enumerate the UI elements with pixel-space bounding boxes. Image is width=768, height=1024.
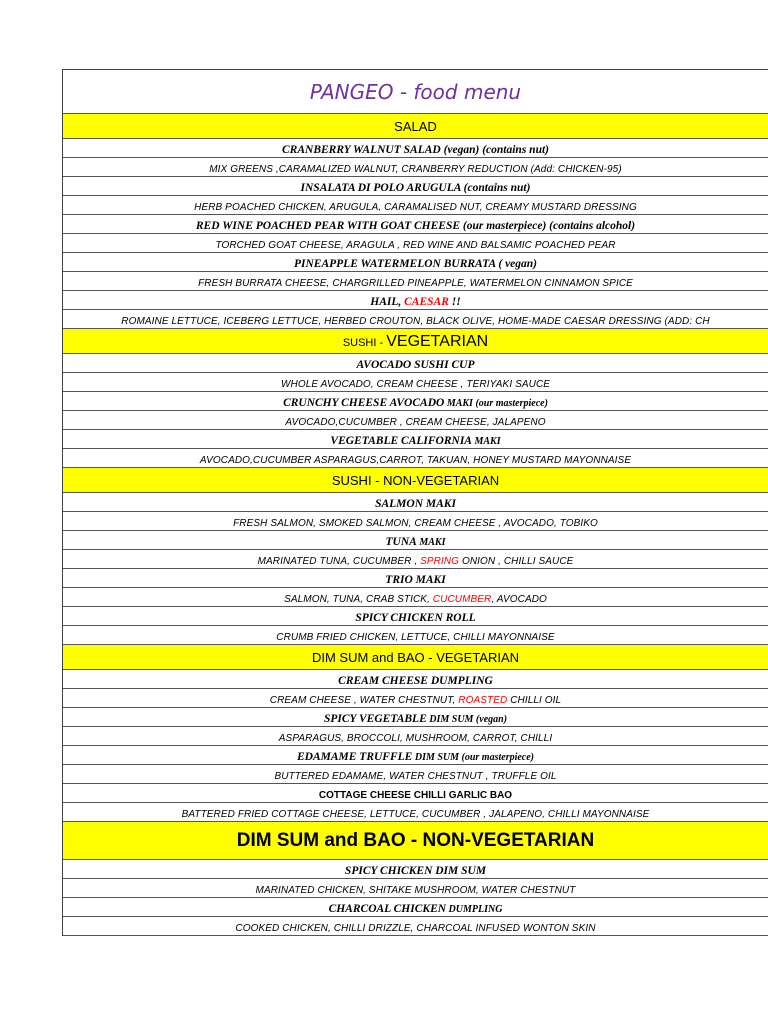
- item-name-suffix: MAKI: [471, 436, 501, 447]
- item-name-text: SPICY VEGETABLE: [323, 713, 427, 725]
- item-name-text: VEGETABLE CALIFORNIA: [330, 435, 472, 447]
- item-name-text: SPICY CHICKEN DIM SUM: [344, 865, 487, 877]
- section-label-small: SUSHI: [342, 337, 377, 349]
- menu-item-description: [63, 765, 768, 784]
- item-desc-text: ONION , CHILLI SAUCE: [459, 556, 574, 567]
- menu-item-name: [63, 531, 768, 550]
- item-name-text: SPICY CHICKEN ROLL: [355, 612, 476, 624]
- menu-item-description: [63, 588, 768, 607]
- menu-item-name: [63, 607, 768, 626]
- food-menu-table: [62, 69, 768, 936]
- menu-item-name: [63, 392, 768, 411]
- item-desc-highlight: ROASTED: [458, 695, 508, 706]
- item-desc-text: WHOLE AVOCADO, CREAM CHEESE , TERIYAKI SAUCE: [280, 379, 551, 390]
- section-label-dash: -: [376, 337, 387, 349]
- menu-item-name: [63, 708, 768, 727]
- item-name-text: CRUNCHY CHEESE AVOCADO: [283, 397, 445, 409]
- item-name-text: TUNA: [385, 536, 417, 548]
- menu-item-name: [63, 253, 768, 272]
- section-label: SALAD: [394, 119, 437, 134]
- menu-item-name: [63, 569, 768, 588]
- menu-item-name: [63, 215, 768, 234]
- menu-item-description: [63, 158, 768, 177]
- item-desc-text: MIX GREENS ,CARAMALIZED WALNUT, CRANBERRY REDUCTION (Add: CHICKEN-95): [209, 164, 622, 175]
- menu-item-description: [63, 626, 768, 645]
- item-desc-text: BATTERED FRIED COTTAGE CHEESE, LETTUCE, CUCUMBER , JALAPENO, CHILLI MAYONNAISE: [181, 809, 650, 820]
- item-desc-text: ROMAINE LETTUCE, ICEBERG LETTUCE, HERBED CROUTON, BLACK OLIVE, HOME-MADE CAESAR DRESSING (ADD: CH: [121, 316, 710, 327]
- item-name-suffix: DIM SUM (vegan): [426, 714, 508, 725]
- item-name-text: RED WINE POACHED PEAR WITH GOAT CHEESE (our masterpiece) (contains alcohol): [195, 220, 636, 232]
- item-desc-text: COOKED CHICKEN, CHILLI DRIZZLE, CHARCOAL INFUSED WONTON SKIN: [235, 923, 596, 934]
- menu-item-description: [63, 917, 768, 936]
- item-name-text: PINEAPPLE WATERMELON BURRATA ( vegan): [293, 258, 538, 270]
- menu-item-name: [63, 784, 768, 803]
- item-name-text: TRIO MAKI: [385, 574, 446, 586]
- menu-item-description: [63, 512, 768, 531]
- item-desc-text: FRESH BURRATA CHEESE, CHARGRILLED PINEAPPLE, WATERMELON CINNAMON SPICE: [198, 278, 633, 289]
- item-name-text: AVOCADO SUSHI CUP: [356, 359, 475, 371]
- item-desc-text: SALMON, TUNA, CRAB STICK,: [284, 594, 433, 605]
- item-name-text: CRANBERRY WALNUT SALAD (vegan) (contains nut): [282, 144, 549, 156]
- item-desc-text: FRESH SALMON, SMOKED SALMON, CREAM CHEESE , AVOCADO, TOBIKO: [233, 518, 598, 529]
- menu-item-description: [63, 879, 768, 898]
- menu-item-name: [63, 139, 768, 158]
- item-name-text: !!: [448, 296, 461, 308]
- menu-item-name: [63, 177, 768, 196]
- menu-item-name: [63, 291, 768, 310]
- item-desc-highlight: SPRING: [420, 556, 460, 567]
- item-desc-text: CHILLI OIL: [507, 695, 562, 706]
- section-label-large: VEGETARIAN: [386, 333, 489, 350]
- item-name-text: SALMON MAKI: [375, 498, 456, 510]
- section-sushi-non-vegetarian: [63, 468, 768, 493]
- item-name-text: EDAMAME TRUFFLE: [296, 751, 413, 763]
- section-label: DIM SUM and BAO - VEGETARIAN: [311, 650, 520, 665]
- menu-item-description: [63, 196, 768, 215]
- menu-item-name: [63, 670, 768, 689]
- item-name-highlight: CAESAR: [404, 296, 449, 308]
- item-name-text: CREAM CHEESE DUMPLING: [338, 675, 493, 687]
- menu-title-row: [63, 70, 768, 114]
- item-name-suffix: MAKI: [416, 537, 446, 548]
- item-name-text: HAIL,: [370, 296, 405, 308]
- section-dim-sum-vegetarian: [63, 645, 768, 670]
- section-sushi-vegetarian: [63, 329, 768, 354]
- item-desc-text: CREAM CHEESE , WATER CHESTNUT,: [269, 695, 459, 706]
- item-name-suffix: DUMPLING: [446, 904, 503, 915]
- menu-item-description: [63, 272, 768, 291]
- item-desc-text: MARINATED TUNA, CUCUMBER ,: [257, 556, 421, 567]
- menu-item-description: [63, 550, 768, 569]
- item-name-text: COTTAGE CHEESE CHILLI GARLIC BAO: [318, 790, 513, 801]
- item-desc-text: HERB POACHED CHICKEN, ARUGULA, CARAMALISED NUT, CREAMY MUSTARD DRESSING: [194, 202, 637, 213]
- menu-item-description: [63, 803, 768, 822]
- menu-item-description: [63, 373, 768, 392]
- menu-title: PANGEO - food menu: [309, 80, 522, 104]
- item-name-suffix: MAKI (our masterpiece): [444, 398, 548, 409]
- menu-item-description: [63, 727, 768, 746]
- item-desc-text: AVOCADO,CUCUMBER , CREAM CHEESE, JALAPENO: [285, 417, 546, 428]
- item-name-text: CHARCOAL CHICKEN: [328, 903, 447, 915]
- menu-item-name: [63, 860, 768, 879]
- item-desc-highlight: CUCUMBER: [432, 594, 492, 605]
- item-desc-text: BUTTERED EDAMAME, WATER CHESTNUT , TRUFFLE OIL: [274, 771, 557, 782]
- section-label: DIM SUM and BAO - NON-VEGETARIAN: [236, 830, 595, 851]
- item-desc-text: CRUMB FRIED CHICKEN, LETTUCE, CHILLI MAYONNAISE: [276, 632, 555, 643]
- section-salad: [63, 114, 768, 139]
- menu-item-description: [63, 689, 768, 708]
- section-dim-sum-non-vegetarian: [63, 822, 768, 860]
- menu-item-description: [63, 234, 768, 253]
- menu-item-name: [63, 493, 768, 512]
- item-name-suffix: DIM SUM (our masterpiece): [412, 752, 535, 763]
- menu-item-name: [63, 898, 768, 917]
- item-name-text: INSALATA DI POLO ARUGULA (contains nut): [300, 182, 531, 194]
- item-desc-text: AVOCADO,CUCUMBER ASPARAGUS,CARROT, TAKUAN, HONEY MUSTARD MAYONNAISE: [199, 455, 632, 466]
- menu-item-name: [63, 354, 768, 373]
- menu-item-description: [63, 310, 768, 329]
- menu-item-description: [63, 449, 768, 468]
- item-desc-text: TORCHED GOAT CHEESE, ARAGULA , RED WINE AND BALSAMIC POACHED PEAR: [215, 240, 616, 251]
- menu-item-description: [63, 411, 768, 430]
- menu-item-name: [63, 746, 768, 765]
- section-label: SUSHI - NON-VEGETARIAN: [331, 473, 500, 488]
- item-desc-text: ASPARAGUS, BROCCOLI, MUSHROOM, CARROT, CHILLI: [278, 733, 553, 744]
- item-desc-text: , AVOCADO: [491, 594, 547, 605]
- item-desc-text: MARINATED CHICKEN, SHITAKE MUSHROOM, WATER CHESTNUT: [255, 885, 576, 896]
- menu-item-name: [63, 430, 768, 449]
